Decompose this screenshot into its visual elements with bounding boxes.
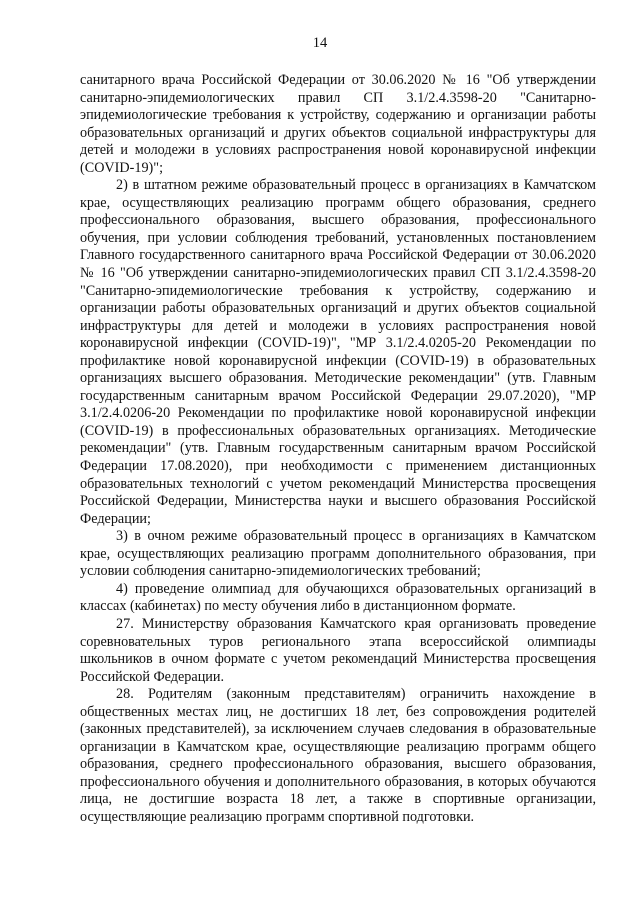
- page-number: 14: [312, 35, 328, 51]
- paragraph-27: 27. Министерству образования Камчатского края организовать проведение соревновательных туров регионального этапа всероссийской олимпиады школьников в очном формате с учетом рекомендаций Министерства просвещения Российской Федерации.: [80, 615, 596, 685]
- paragraph-continuation: санитарного врача Российской Федерации от 30.06.2020 № 16 "Об утверждении санитарно-эпидемиологических правил СП 3.1/2.4.3598-20 "Санитарно-эпидемиологические требования к устройству, содержанию и организации работы образовательных организаций и других объектов социальной инфраструктуры для детей и молодежи в условиях распространения новой коронавирусной инфекции (COVID-19)";: [80, 72, 596, 176]
- paragraph-item-3: 3) в очном режиме образовательный процесс в организациях в Камчатском крае, осуществляющих реализацию программ дополнительного образования, при условии соблюдения санитарно-эпидемиологических требований;: [80, 528, 596, 580]
- document-body: [80, 72, 596, 827]
- paragraph-item-4: 4) проведение олимпиад для обучающихся образовательных организаций в классах (кабинетах) по месту обучения либо в дистанционном формате.: [80, 580, 596, 615]
- paragraph-item-2: 2) в штатном режиме образовательный процесс в организациях в Камчатском крае, осуществляющих реализацию программ общего образования, среднего профессионального образования, высшего образования, профессионального обучения, при условии соблюдения требований, установленных постановлением Главного государственного санитарного врача Российской Федерации от 30.06.2020 № 16 "Об утверждении санитарно-эпидемиологических правил СП 3.1/2.4.3598-20 "Санитарно-эпидемиологические требования к устройству, содержанию и организации работы образовательных организаций и других объектов социальной инфраструктуры для детей и молодежи в условиях распространения новой коронавирусной инфекции (COVID-19)", "МР 3.1/2.4.0205-20 Рекомендации по профилактике новой коронавирусной инфекции (COVID-19) в образовательных организациях высшего образования. Методические рекомендации" (утв. Главным государственным санитарным врачом Российской Федерации 29.07.2020), "МР 3.1/2.4.0206-20 Рекомендации по профилактике новой коронавирусной инфекции (COVID-19) в профессиональных образовательных организациях. Методические рекомендации" (утв. Главным государственным санитарным врачом Российской Федерации 17.08.2020), при необходимости с применением дистанционных образовательных технологий с учетом рекомендаций Министерства просвещения Российской Федерации, Министерства науки и высшего образования Российской Федерации;: [80, 177, 596, 527]
- paragraph-28: 28. Родителям (законным представителям) ограничить нахождение в общественных местах лиц, не достигших 18 лет, без сопровождения родителей (законных представителей), за исключением случаев следования в образовательные организации в Камчатском крае, осуществляющие реализацию программ общего образования, среднего профессионального образования, высшего образования, профессионального обучения и дополнительного образования, в которых обучаются лица, не достигшие возраста 18 лет, а также в спортивные организации, осуществляющие реализацию программ спортивной подготовки.: [80, 686, 596, 825]
